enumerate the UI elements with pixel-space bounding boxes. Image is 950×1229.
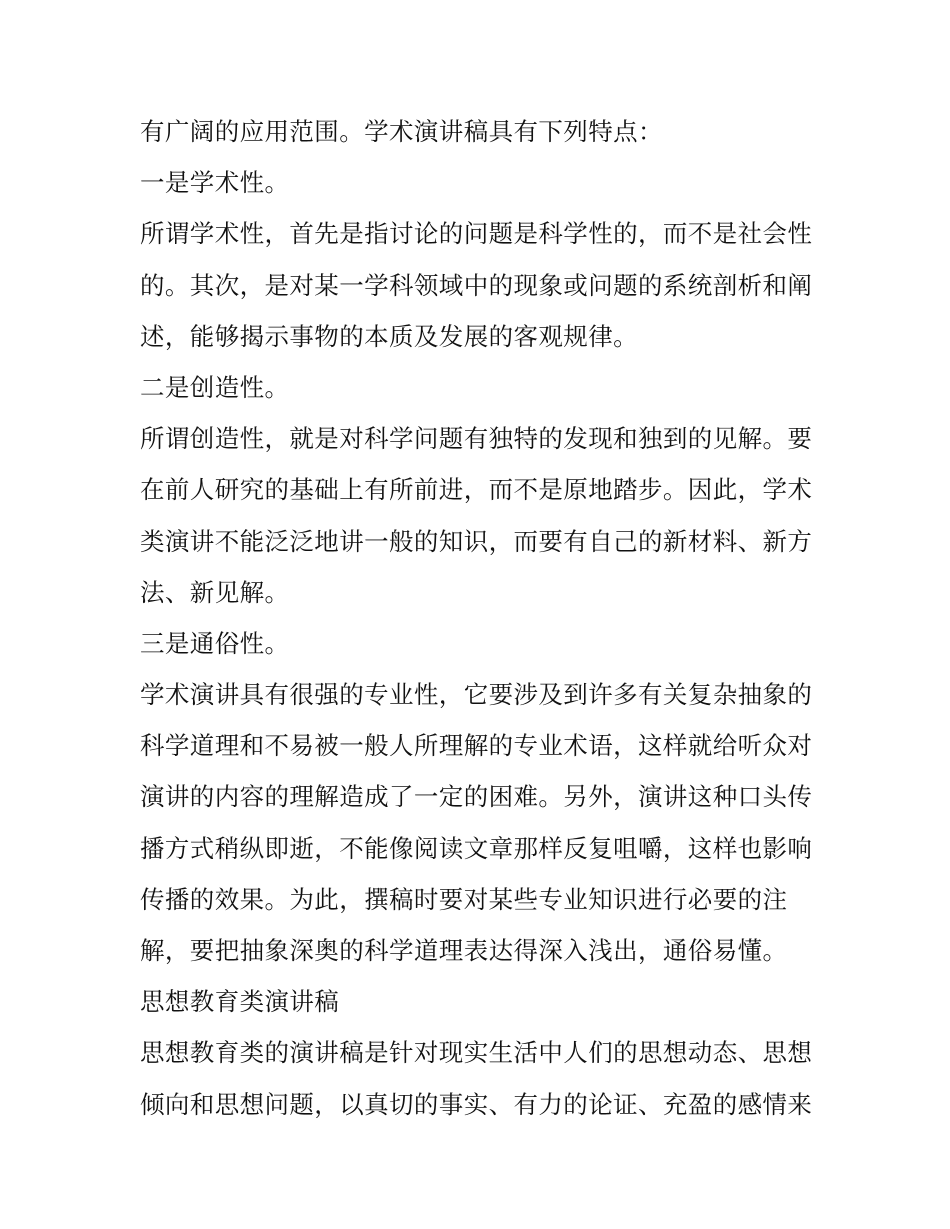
section-heading-ideological-education: 思想教育类演讲稿 (140, 987, 340, 1017)
text-line: 的。其次，是对某一学科领域中的现象或问题的系统剖析和阐 (140, 270, 813, 300)
section-heading-academic: 一是学术性。 (140, 168, 290, 198)
text-line: 述，能够揭示事物的本质及发展的客观规律。 (140, 321, 638, 351)
text-line: 所谓学术性，首先是指讨论的问题是科学性的，而不是社会性 (140, 219, 813, 249)
text-line: 学术演讲具有很强的专业性，它要涉及到许多有关复杂抽象的 (140, 680, 813, 710)
text-line: 演讲的内容的理解造成了一定的困难。另外，演讲这种口头传 (140, 782, 813, 812)
text-line: 思想教育类的演讲稿是针对现实生活中人们的思想动态、思想 (140, 1038, 813, 1068)
text-line: 解，要把抽象深奥的科学道理表达得深入浅出，通俗易懂。 (140, 936, 788, 965)
section-heading-popularity: 三是通俗性。 (140, 628, 290, 658)
text-line: 播方式稍纵即逝，不能像阅读文章那样反复咀嚼，这样也影响 (140, 833, 813, 863)
text-line: 类演讲不能泛泛地讲一般的知识，而要有自己的新材料、新方 (140, 526, 813, 556)
text-line: 所谓创造性，就是对科学问题有独特的发现和独到的见解。要 (140, 424, 813, 454)
section-heading-creativity: 二是创造性。 (140, 372, 290, 402)
text-line: 传播的效果。为此，撰稿时要对某些专业知识进行必要的注 (140, 884, 788, 914)
text-line: 科学道理和不易被一般人所理解的专业术语，这样就给听众对 (140, 731, 813, 761)
document-text (140, 106, 820, 1130)
text-line: 倾向和思想问题，以真切的事实、有力的论证、充盈的感情来 (140, 1089, 813, 1119)
text-line: 有广阔的应用范围。学术演讲稿具有下列特点： (140, 117, 663, 146)
text-line: 法、新见解。 (140, 577, 290, 607)
text-line: 在前人研究的基础上有所前进，而不是原地踏步。因此，学术 (140, 475, 813, 505)
